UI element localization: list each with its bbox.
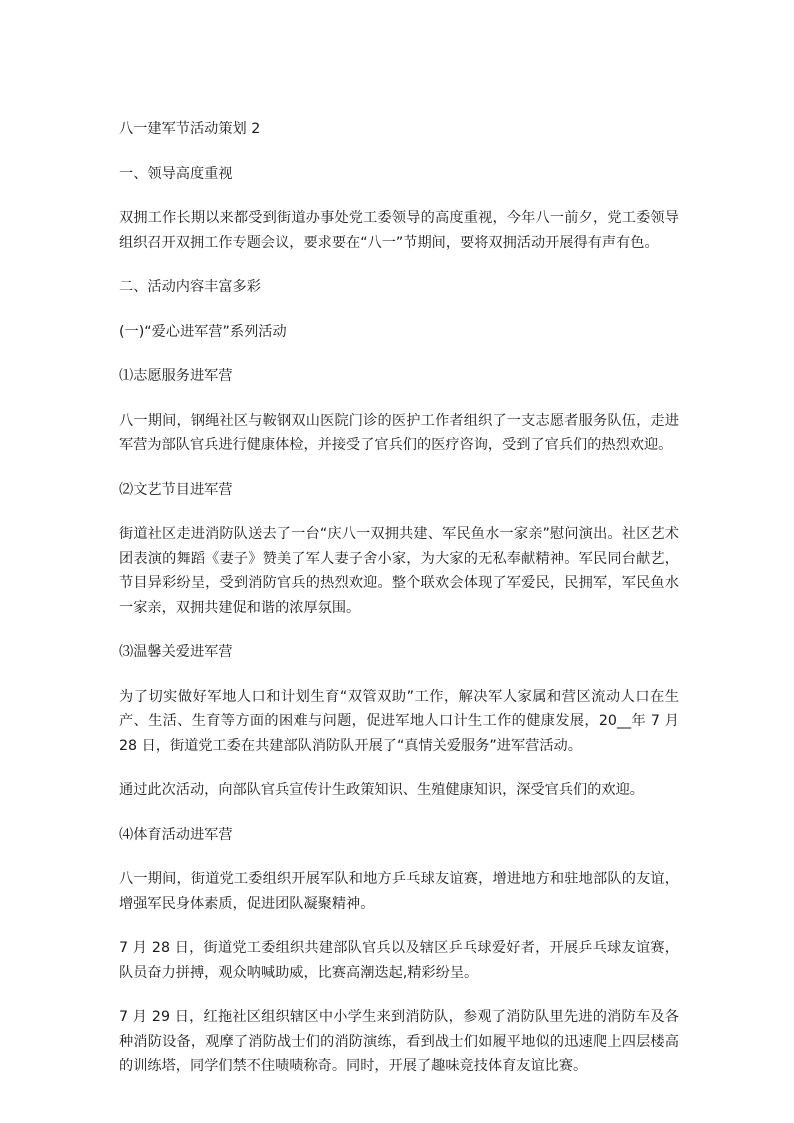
- item-heading: ⑷体育活动进军营: [119, 826, 233, 843]
- document-body: [119, 117, 679, 1099]
- paragraph: 为了切实做好军地人口和计划生育“双管双助”工作，解决军人家属和营区流动人口在生产、生活、生育等方面的困难与问题，促进军地人口计生工作的健康发展，20__年 7 月 28 日，街道党工委在共建部队消防队开展了“真情关爱服务”进军营活动。: [119, 688, 679, 754]
- item-heading: ⑵文艺节目进军营: [119, 481, 233, 498]
- paragraph: 7 月 29 日，红拖社区组织辖区中小学生来到消防队，参观了消防队里先进的消防车及各种消防设备，观摩了消防战士们的消防演练，看到战士们如履平地似的迅速爬上四层楼高的训练塔，同学们禁不住啧啧称奇。同时，开展了趣味竞技体育友谊比赛。: [119, 1009, 679, 1074]
- paragraph: 通过此次活动，向部队官兵宣传计生政策知识、生殖健康知识，深受官兵们的欢迎。: [119, 782, 644, 798]
- section-heading: 一、领导高度重视: [119, 165, 233, 182]
- paragraph: 八一期间，钢绳社区与鞍钢双山医院门诊的医护工作者组织了一支志愿者服务队伍，走进军营为部队官兵进行健康体检，并接受了官兵们的医疗咨询，受到了官兵们的热烈欢迎。: [119, 412, 679, 453]
- item-heading: ⑶温馨关爱进军营: [119, 644, 233, 660]
- subsection-heading: (一)“爱心进军营”系列活动: [119, 323, 287, 340]
- item-heading: ⑴志愿服务进军营: [119, 368, 233, 384]
- paragraph: 街道社区走进消防队送去了一台“庆八一双拥共建、军民鱼水一家亲”慰问演出。社区艺术团表演的舞蹈《妻子》赞美了军人妻子舍小家，为大家的无私奉献精神。军民同台献艺，节目异彩纷呈，受到消防官兵的热烈欢迎。整个联欢会体现了军爱民，民拥军，军民鱼水一家亲，双拥共建促和谐的浓厚氛围。: [119, 526, 679, 616]
- document-title: 八一建军节活动策划 2: [119, 121, 261, 137]
- section-heading: 二、活动内容丰富多彩: [119, 279, 261, 295]
- paragraph: 双拥工作长期以来都受到街道办事处党工委领导的高度重视，今年八一前夕，党工委领导组织召开双拥工作专题会议，要求要在“八一”节期间，要将双拥活动开展得有声有色。: [119, 210, 679, 251]
- paragraph: 八一期间，街道党工委组织开展军队和地方乒乓球友谊赛，增进地方和驻地部队的友谊，增强军民身体素质，促进团队凝聚精神。: [119, 871, 679, 912]
- paragraph: 7 月 28 日，街道党工委组织共建部队官兵以及辖区乒乓球爱好者，开展乒乓球友谊赛，队员奋力拼搏，观众呐喊助威，比赛高潮迭起,精彩纷呈。: [119, 940, 679, 981]
